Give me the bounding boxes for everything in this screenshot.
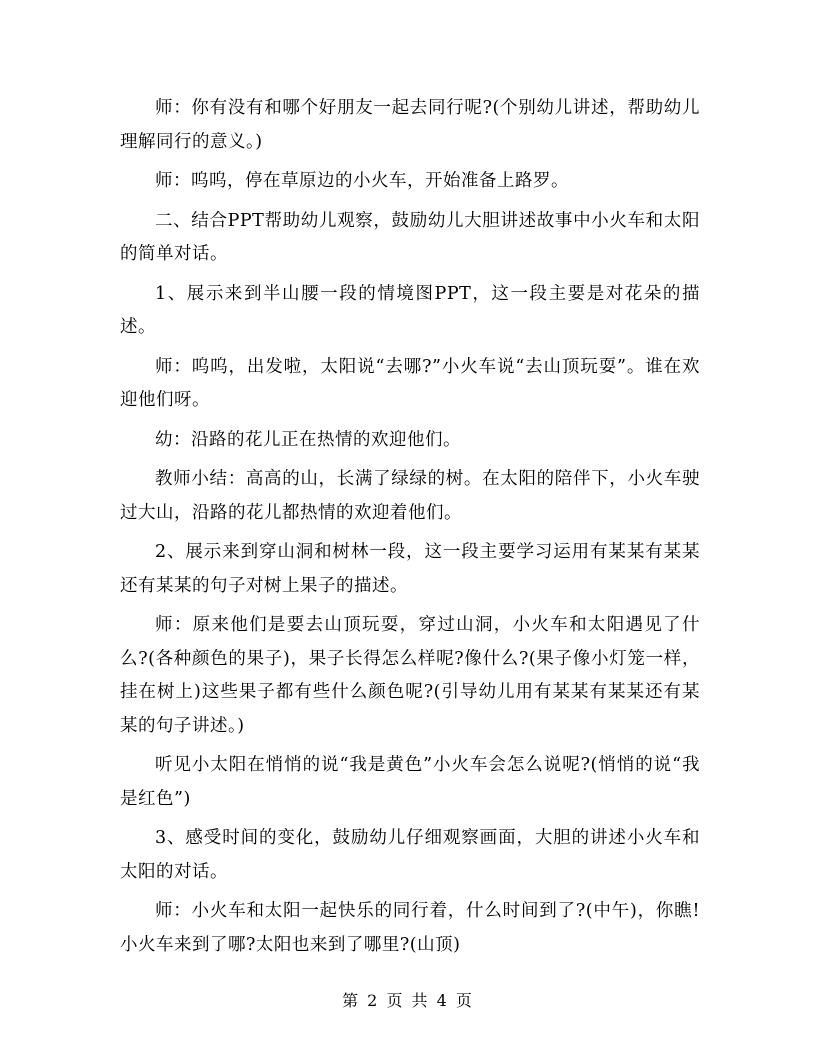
paragraph: 听见小太阳在悄悄的说“我是黄色”小火车会怎么说呢?(悄悄的说“我是红色”) (120, 755, 700, 809)
page-number-footer: 第 2 页 共 4 页 (342, 991, 474, 1010)
document-body (120, 92, 700, 968)
paragraph: 教师小结：高高的山，长满了绿绿的树。在太阳的陪伴下，小火车驶过大山，沿路的花儿都热情的欢迎着他们。 (120, 469, 700, 523)
paragraph: 1、展示来到半山腰一段的情境图PPT，这一段主要是对花朵的描述。 (120, 283, 700, 337)
paragraph: 2、展示来到穿山洞和树林一段，这一段主要学习运用有某某有某某还有某某的句子对树上果子的描述。 (120, 542, 700, 596)
paragraph: 3、感受时间的变化，鼓励幼儿仔细观察画面，大胆的讲述小火车和太阳的对话。 (120, 828, 700, 882)
paragraph: 二、结合PPT帮助幼儿观察，鼓励幼儿大胆讲述故事中小火车和太阳的简单对话。 (120, 210, 700, 264)
paragraph: 师：呜呜，出发啦，太阳说“去哪?”小火车说“去山顶玩耍”。谁在欢迎他们呀。 (120, 356, 700, 410)
paragraph: 师：原来他们是要去山顶玩耍，穿过山洞，小火车和太阳遇见了什么?(各种颜色的果子)，果子长得怎么样呢?像什么?(果子像小灯笼一样，挂在树上)这些果子都有些什么颜色呢?(引导幼儿用有某某有某某还有某某的句子讲述。) (120, 615, 700, 736)
paragraph: 师：呜呜，停在草原边的小火车，开始准备上路罗。 (155, 171, 569, 191)
paragraph: 幼：沿路的花儿正在热情的欢迎他们。 (155, 429, 461, 450)
paragraph: 师：小火车和太阳一起快乐的同行着，什么时间到了?(中午)，你瞧!小火车来到了哪?太阳也来到了哪里?(山顶) (120, 901, 700, 955)
paragraph: 师：你有没有和哪个好朋友一起去同行呢?(个别幼儿讲述，帮助幼儿理解同行的意义。) (120, 98, 700, 152)
